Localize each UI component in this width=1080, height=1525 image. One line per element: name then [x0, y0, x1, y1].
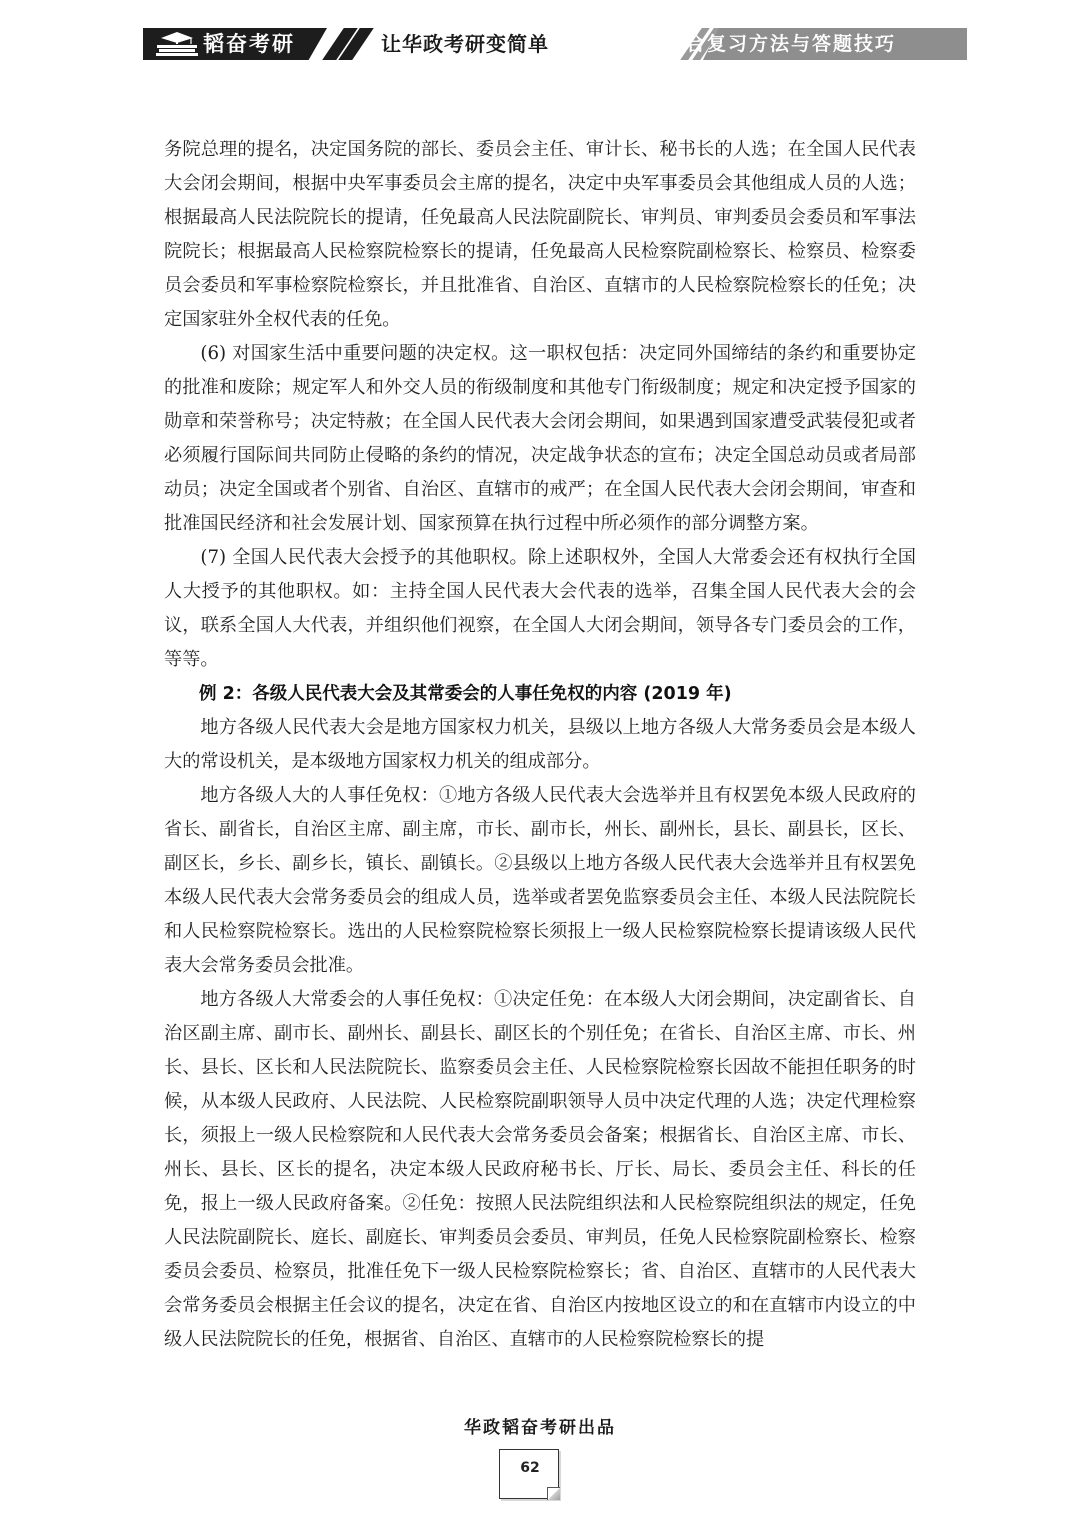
example-heading: 例 2：各级人民代表大会及其常委会的人事任免权的内容 (2019 年)	[199, 684, 732, 704]
paragraph: 地方各级人大的人事任免权：①地方各级人民代表大会选举并且有权罢免本级人民政府的省长、副省长，自治区主席、副主席，市长、副市长，州长、副州长，县长、副县长，区长、副区长，乡长、副乡长，镇长、副镇长。②县级以上地方各级人民代表大会选举并且有权罢免本级人民代表大会常务委员会的组成人员，选举或者罢免监察委员会主任、本级人民法院院长和人民检察院检察长。选出的人民检察院检察长须报上一级人民检察院检察长提请该级人民代表大会常务委员会批准。	[164, 785, 916, 976]
slogan: 让华政考研变简单	[381, 32, 549, 56]
paragraph: (7) 全国人民代表大会授予的其他职权。除上述职权外，全国人大常委会还有权执行全国人大授予的其他职权。如：主持全国人民代表大会代表的选举，召集全国人民代表大会的会议，联系全国人大代表，并组织他们视察，在全国人大闭会期间，领导各专门委员会的工作，等等。	[164, 547, 916, 670]
page-body	[164, 133, 916, 1357]
brand-name: 韬奋考研	[203, 31, 295, 56]
paragraph: 务院总理的提名，决定国务院的部长、委员会主任、审计长、秘书长的人选；在全国人民代表大会闭会期间，根据中央军事委员会主席的提名，决定中央军事委员会其他组成人员的人选；根据最高人民法院院长的提请，任免最高人民法院副院长、审判员、审判委员会委员和军事法院院长；根据最高人民检察院检察长的提请，任免最高人民检察院副检察长、检察员、检察委员会委员和军事检察院检察长，并且批准省、自治区、直辖市的人民检察院检察长的任免；决定国家驻外全权代表的任免。	[164, 139, 916, 330]
page-number-box	[499, 1449, 559, 1499]
footer-publisher: 华政韬奋考研出品	[464, 1418, 616, 1438]
paragraph: 地方各级人民代表大会是地方国家权力机关，县级以上地方各级人大常务委员会是本级人大的常设机关，是本级地方国家权力机关的组成部分。	[164, 717, 916, 772]
page-number: 62	[520, 1460, 540, 1476]
paragraph: 地方各级人大常委会的人事任免权：①决定任免：在本级人大闭会期间，决定副省长、自治区副主席、副市长、副州长、副县长、副区长的个别任免；在省长、自治区主席、市长、州长、县长、区长和人民法院院长、监察委员会主任、人民检察院检察长因故不能担任职务的时候，从本级人民政府、人民法院、人民检察院副职领导人员中决定代理的人选；决定代理检察长，须报上一级人民检察院和人民代表大会常务委员会备案；根据省长、自治区主席、市长、州长、县长、区长的提名，决定本级人民政府秘书长、厅长、局长、委员会主任、科长的任免，报上一级人民政府备案。②任免：按照人民法院组织法和人民检察院组织法的规定，任免人民法院副院长、庭长、副庭长、审判委员会委员、审判员，任免人民检察院副检察长、检察委员会委员、检察员，批准任免下一级人民检察院检察长；省、自治区、直辖市的人民代表大会常务委员会根据主任会议的提名，决定在省、自治区内按地区设立的和在直辖市内设立的中级人民法院院长的任免，根据省、自治区、直辖市的人民检察院检察长的提	[164, 989, 916, 1350]
header-banner	[143, 28, 967, 60]
paragraph: (6) 对国家生活中重要问题的决定权。这一职权包括：决定同外国缔结的条约和重要协定的批准和废除；规定军人和外交人员的衔级制度和其他专门衔级制度；规定和决定授予国家的勋章和荣誉称号；决定特赦；在全国人民代表大会闭会期间，如果遇到国家遭受武装侵犯或者必须履行国际间共同防止侵略的条约的情况，决定战争状态的宣布；决定全国总动员或者局部动员；决定全国或者个别省、自治区、直辖市的戒严；在全国人民代表大会闭会期间，审查和批准国民经济和社会发展计划、国家预算在执行过程中所必须作的部分调整方案。	[164, 343, 916, 534]
book-title: 法学综合复习方法与答题技巧	[623, 33, 897, 55]
books-graduation-cap-icon	[153, 31, 201, 57]
